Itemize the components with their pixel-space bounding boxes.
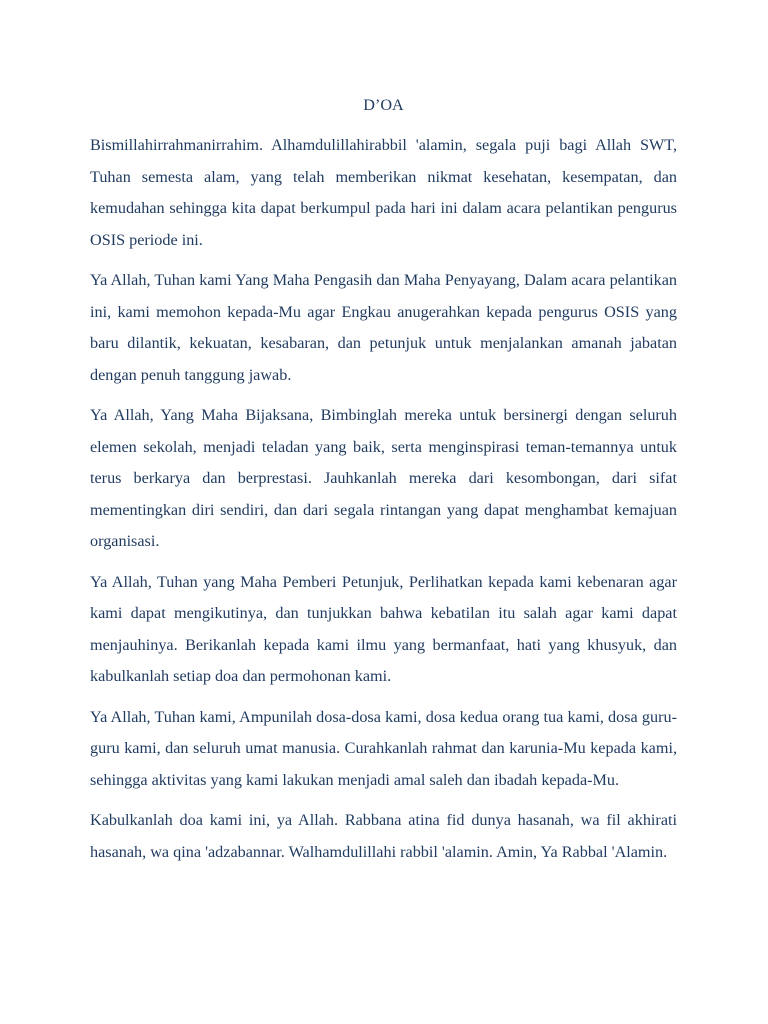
paragraph-truth: Ya Allah, Tuhan yang Maha Pemberi Petunjuk, Perlihatkan kepada kami kebenaran agar kami dapat mengikutinya, dan tunjukkan bahwa kebatilan itu salah agar kami dapat menjauhinya. Berikanlah kepada kami ilmu yang bermanfaat, hati yang khusyuk, dan kabulkanlah setiap doa dan permohonan kami. <box>90 572 677 685</box>
paragraph-forgiveness: Ya Allah, Tuhan kami, Ampunilah dosa-dosa kami, dosa kedua orang tua kami, dosa guru-guru kami, dan seluruh umat manusia. Curahkanlah rahmat dan karunia-Mu kepada kami, sehingga aktivitas yang kami lakukan menjadi amal saleh dan ibadah kepada-Mu. <box>90 707 677 789</box>
paragraph-opening: Bismillahirrahmanirrahim. Alhamdulillahirabbil 'alamin, segala puji bagi Allah SWT, Tuhan semesta alam, yang telah memberikan nikmat kesehatan, kesempatan, dan kemudahan sehingga kita dapat berkumpul pada hari ini dalam acara pelantikan pengurus OSIS periode ini. <box>90 136 677 249</box>
document-page <box>90 93 677 877</box>
paragraph-closing: Kabulkanlah doa kami ini, ya Allah. Rabbana atina fid dunya hasanah, wa fil akhirati hasanah, wa qina 'adzabannar. Walhamdulillahi rabbil 'alamin. Amin, Ya Rabbal 'Alamin. <box>90 811 677 861</box>
document-title: D’OA <box>363 96 404 114</box>
paragraph-strength: Ya Allah, Tuhan kami Yang Maha Pengasih dan Maha Penyayang, Dalam acara pelantikan ini, kami memohon kepada-Mu agar Engkau anugerahkan kepada pengurus OSIS yang baru dilantik, kekuatan, kesabaran, dan petunjuk untuk menjalankan amanah jabatan dengan penuh tanggung jawab. <box>90 271 677 384</box>
paragraph-guidance: Ya Allah, Yang Maha Bijaksana, Bimbinglah mereka untuk bersinergi dengan seluruh elemen sekolah, menjadi teladan yang baik, serta menginspirasi teman-temannya untuk terus berkarya dan berprestasi. Jauhkanlah mereka dari kesombongan, dari sifat mementingkan diri sendiri, dan dari segala rintangan yang dapat menghambat kemajuan organisasi. <box>90 406 677 550</box>
